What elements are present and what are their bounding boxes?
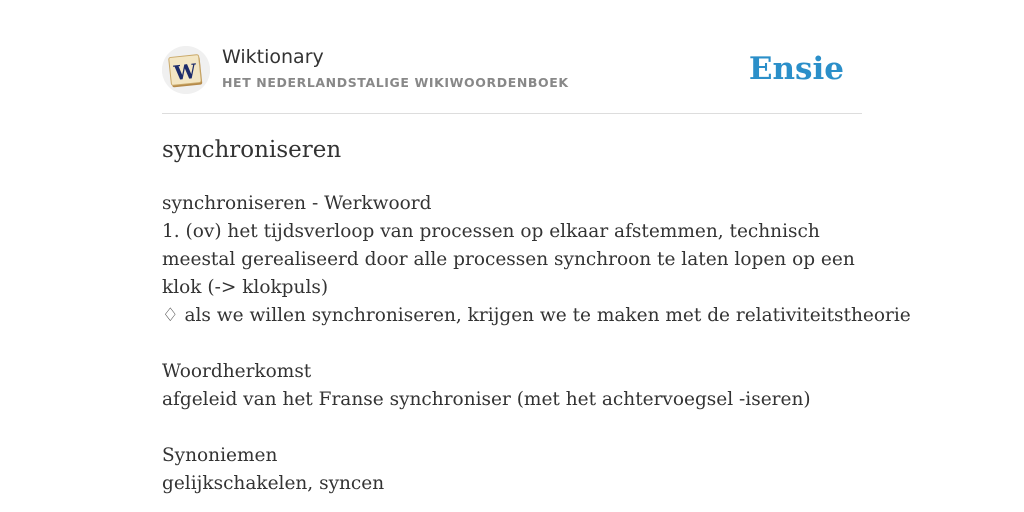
site-name[interactable]: Wiktionary [222,46,324,68]
entry-content [162,190,911,498]
site-header [162,0,862,114]
etymology-heading: Woordherkomst [162,361,312,382]
example-text: ♢ als we willen synchroniseren, krijgen we te maken met de relativiteitstheorie [162,305,911,326]
logo-letter: W [172,58,198,86]
wiktionary-tile-icon [162,46,210,94]
spacer [162,330,862,358]
synonyms-heading: Synoniemen [162,445,278,466]
etymology-text: afgeleid van het Franse synchroniser (met het achtervoegsel -iseren) [162,389,811,410]
synonyms-text: gelijkschakelen, syncen [162,473,385,494]
spacer [162,414,862,442]
ensie-brand-link[interactable]: Ensie [748,51,844,87]
page-container [162,0,911,494]
wiktionary-logo-icon[interactable] [162,46,210,94]
definition-text: 1. (ov) het tijdsverloop van processen op elkaar afstemmen, technisch meestal gerealiseerd door alle processen synchroon te laten lopen op een klok (-> klokpuls) [162,221,855,298]
word-type-line: synchroniseren - Werkwoord [162,193,432,214]
site-subtitle: HET NEDERLANDSTALIGE WIKIWOORDENBOEK [222,75,569,90]
page-title: synchroniseren [162,137,342,163]
